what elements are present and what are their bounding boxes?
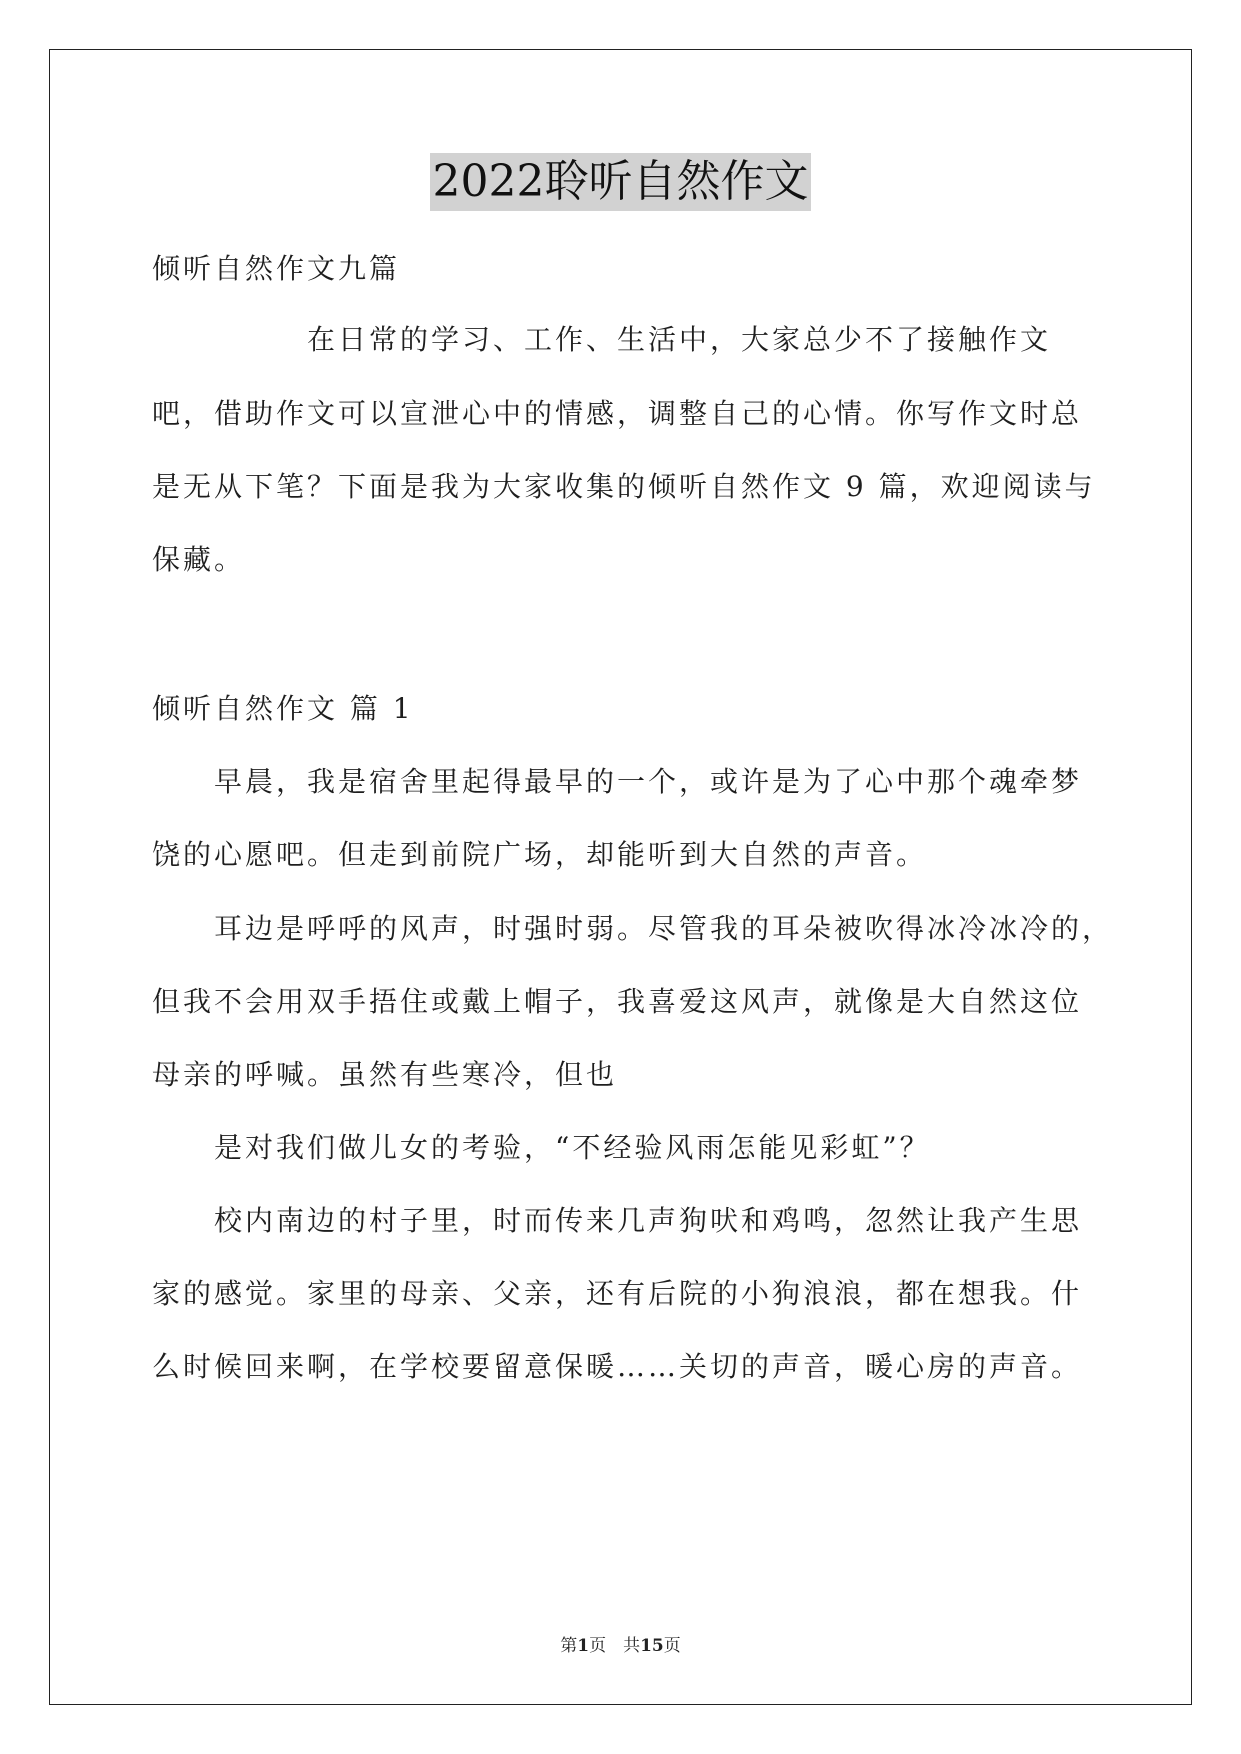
paragraph-line: 么时候回来啊，在学校要留意保暖……关切的声音，暖心房的声音。 — [152, 1350, 1083, 1383]
paragraph-line: 校内南边的村子里，时而传来几声狗吠和鸡鸣，忽然让我产生思 — [152, 1204, 1083, 1237]
page-border — [49, 49, 1192, 1705]
document-title: 2022聆听自然作文 — [430, 153, 812, 211]
footer-total-pages: 15 — [640, 1636, 664, 1656]
footer-current-page: 1 — [577, 1636, 590, 1656]
footer-prefix: 第 — [560, 1636, 578, 1656]
paragraph-line: 耳边是呼呼的风声，时强时弱。尽管我的耳朵被吹得冰冷冰冷的， — [152, 912, 1114, 945]
paragraph-line: 母亲的呼喊。虽然有些寒冷，但也 — [152, 1058, 618, 1091]
footer-middle: 页 共 — [589, 1636, 641, 1656]
paragraph-line: 家的感觉。家里的母亲、父亲，还有后院的小狗浪浪，都在想我。什 — [152, 1277, 1083, 1310]
paragraph-line: 吧，借助作文可以宣泄心中的情感，调整自己的心情。你写作文时总 — [152, 397, 1083, 430]
paragraph-line: 是无从下笔？下面是我为大家收集的倾听自然作文 9 篇，欢迎阅读与 — [152, 470, 1096, 503]
section-heading: 倾听自然作文 篇 1 — [152, 692, 414, 725]
title-container — [0, 153, 1241, 211]
footer-suffix: 页 — [663, 1636, 681, 1656]
page-footer — [0, 1631, 1241, 1656]
paragraph-line: 饶的心愿吧。但走到前院广场，却能听到大自然的声音。 — [152, 838, 928, 871]
paragraph-line: 保藏。 — [152, 543, 246, 576]
paragraph-line: 是对我们做儿女的考验，“不经验风雨怎能见彩虹”？ — [152, 1131, 931, 1164]
paragraph-line: 早晨，我是宿舍里起得最早的一个，或许是为了心中那个魂牵梦 — [152, 765, 1083, 798]
document-subtitle: 倾听自然作文九篇 — [152, 252, 401, 285]
paragraph-line: 但我不会用双手捂住或戴上帽子，我喜爱这风声，就像是大自然这位 — [152, 985, 1083, 1018]
paragraph-line: 在日常的学习、工作、生活中，大家总少不了接触作文 — [152, 323, 1052, 356]
